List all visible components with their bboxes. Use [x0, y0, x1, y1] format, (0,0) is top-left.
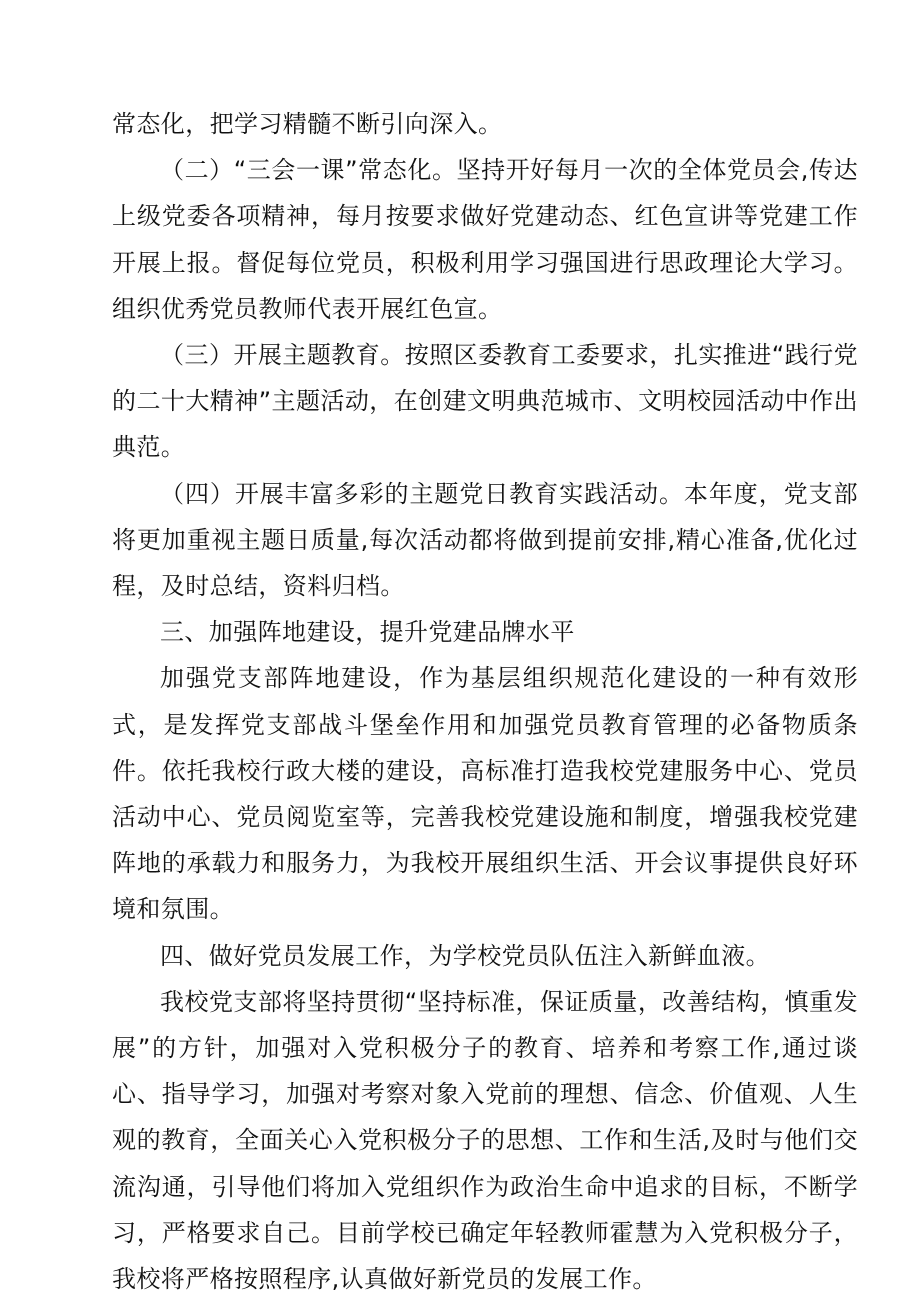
paragraph-three-meetings-one-lesson: （二）“三会一课”常态化。坚持开好每月一次的全体党员会,传达上级党委各项精神，每月按要求做好党建动态、红色宣讲等党建工作开展上报。督促每位党员，积极利用学习强国进行思政理论大学习。组织优秀党员教师代表开展红色宣。 — [112, 156, 858, 323]
document-body — [112, 101, 858, 1302]
section-heading-position-building: 三、加强阵地建设，提升党建品牌水平 — [160, 618, 575, 647]
paragraph-member-development: 我校党支部将坚持贯彻“坚持标准，保证质量，改善结构，慎重发展”的方针，加强对入党积极分子的教育、培养和考察工作,通过谈心、指导学习，加强对考察对象入党前的理想、信念、价值观、人生观的教育，全面关心入党积极分子的思想、工作和生活,及时与他们交流沟通，引导他们将加入党组织作为政治生命中追求的目标，不断学习，严格要求自己。目前学校已确定年轻教师霍慧为入党积极分子，我校将严格按照程序,认真做好新党员的发展工作。 — [112, 987, 858, 1294]
paragraph-party-day-activities: （四）开展丰富多彩的主题党日教育实践活动。本年度，党支部将更加重视主题日质量,每次活动都将做到提前安排,精心准备,优化过程，及时总结，资料归档。 — [112, 479, 858, 601]
paragraph-theme-education: （三）开展主题教育。按照区委教育工委要求，扎实推进“践行党的二十大精神”主题活动，在创建文明典范城市、文明校园活动中作出典范。 — [112, 341, 858, 462]
paragraph-continuation: 常态化，把学习精髓不断引向深入。 — [112, 110, 503, 138]
section-heading-member-development: 四、做好党员发展工作，为学校党员队伍注入新鲜血液。 — [160, 941, 770, 970]
paragraph-position-building: 加强党支部阵地建设，作为基层组织规范化建设的一种有效形式，是发挥党支部战斗堡垒作用和加强党员教育管理的必备物质条件。依托我校行政大楼的建设，高标准打造我校党建服务中心、党员活动中心、党员阅览室等，完善我校党建设施和制度，增强我校党建阵地的承载力和服务力，为我校开展组织生活、开会议事提供良好环境和氛围。 — [112, 664, 858, 924]
